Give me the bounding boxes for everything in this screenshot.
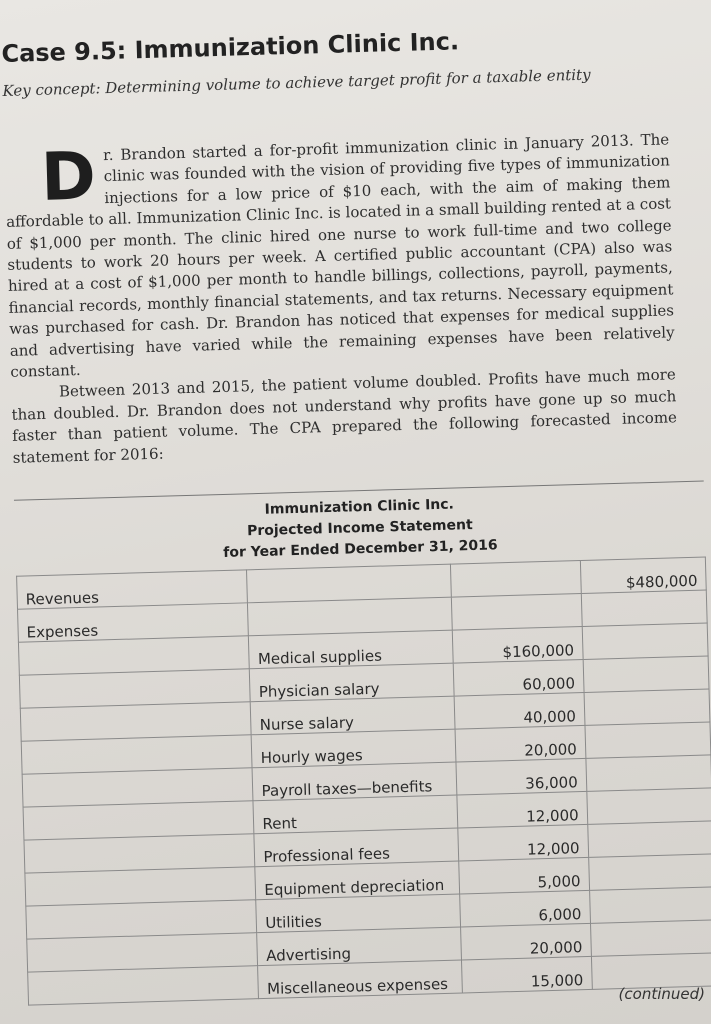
statement-table [16, 557, 711, 1006]
expense-value: 15,000 [461, 956, 592, 993]
expense-label: Professional fees [254, 828, 458, 867]
expenses-label: Expenses [18, 603, 249, 642]
expense-label: Utilities [256, 894, 460, 933]
drop-cap: D [39, 137, 97, 216]
continued-note: (continued) [618, 985, 705, 1003]
paragraph-2: Between 2013 and 2015, the patient volume doubled. Profits have much more than doubled. Dr. Brandon does not understand why profits have gone up so much faster than patient volume. The CPA prepared the following forecasted income statement for 2016: [11, 365, 678, 467]
paragraph-1: r. Brandon started a for-profit immunization clinic in January 2013. The clinic was founded with the vision of providing five types of immunization injections for a low price of $10 each, with the aim of making them affordable to all. Immunization Clinic Inc. is located in a small building rented at a cost of $1,000 per month. The clinic hired one nurse to work full-time and two college students to work 20 hours per week. A certified public accountant (CPA) also was hired at a cost of $1,000 per month to handle billings, collections, payroll, payments, financial records, monthly financial statements, and tax returns. Necessary equipment was purchased for cash. Dr. Brandon has noticed that expenses for medical supplies and advertising have varied while the remaining expenses have been relatively constant. [5, 130, 675, 381]
revenues-value: $480,000 [580, 557, 706, 593]
expense-label: Nurse salary [251, 696, 455, 735]
expense-value: 20,000 [460, 923, 591, 960]
expense-value: $160,000 [452, 626, 583, 663]
expense-label: Advertising [257, 927, 461, 966]
expense-label: Medical supplies [249, 630, 453, 669]
income-statement [14, 481, 711, 1006]
expense-label: Miscellaneous expenses [258, 960, 462, 999]
expense-value: 20,000 [455, 725, 586, 762]
case-title: Case 9.5: Immunization Clinic Inc. [1, 27, 460, 68]
expense-value: 60,000 [453, 659, 584, 696]
expense-label: Hourly wages [252, 729, 456, 768]
key-concept: Key concept: Determining volume to achieve target profit for a taxable entity [2, 65, 591, 100]
expense-value: 40,000 [454, 692, 585, 729]
statement-period: for Year Ended December 31, 2016 [223, 537, 498, 561]
expense-label: Physician salary [250, 663, 454, 702]
expense-label: Rent [253, 795, 457, 834]
case-narrative [4, 129, 678, 469]
revenues-label: Revenues [17, 570, 248, 609]
expense-label: Payroll taxes—benefits [252, 762, 456, 801]
expense-value: 12,000 [457, 824, 588, 861]
statement-title: Projected Income Statement [246, 517, 473, 540]
expense-value: 5,000 [458, 857, 589, 894]
expense-value: 6,000 [459, 890, 590, 927]
statement-company: Immunization Clinic Inc. [264, 496, 455, 518]
expense-value: 12,000 [457, 791, 588, 828]
expense-value: 36,000 [456, 758, 587, 795]
expense-label: Equipment depreciation [255, 861, 459, 900]
